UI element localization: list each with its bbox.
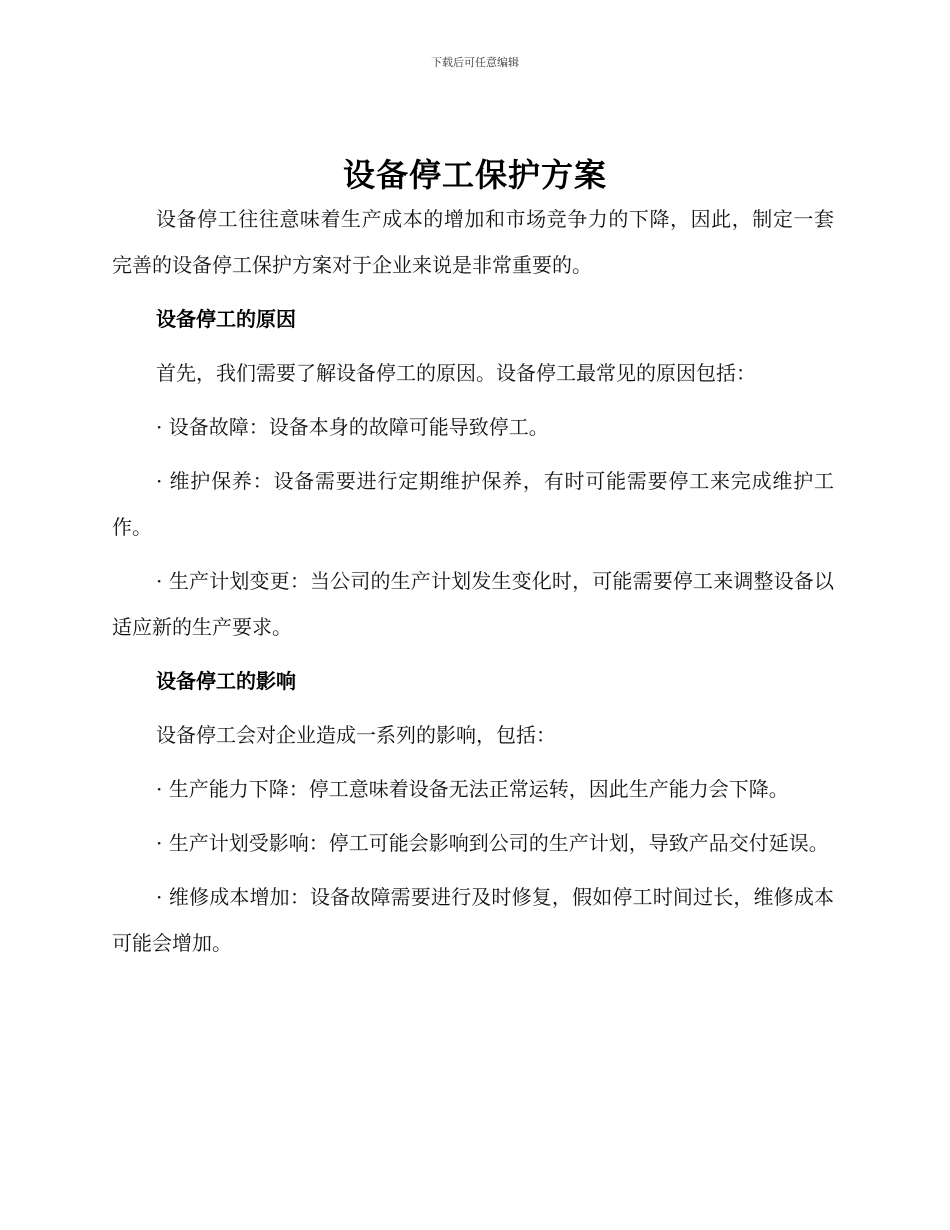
document-body (112, 196, 834, 966)
bullet-equipment-failure: · 设备故障：设备本身的故障可能导致停工。 (156, 415, 549, 439)
section-heading-impact: 设备停工的影响 (156, 669, 296, 693)
bullet-capacity-drop: · 生产能力下降：停工意味着设备无法正常运转，因此生产能力会下降。 (156, 777, 789, 801)
bullet-maintenance: · 维护保养：设备需要进行定期维护保养，有时可能需要停工来完成维护工作。 (112, 469, 834, 539)
section-lead-causes: 首先，我们需要了解设备停工的原因。设备停工最常见的原因包括： (156, 361, 756, 385)
intro-paragraph: 设备停工往往意味着生产成本的增加和市场竞争力的下降，因此，制定一套完善的设备停工保护方案对于企业来说是非常重要的。 (112, 207, 834, 277)
bullet-plan-change: · 生产计划变更：当公司的生产计划发生变化时，可能需要停工来调整设备以适应新的生产要求。 (112, 569, 834, 639)
bullet-plan-affected: · 生产计划受影响：停工可能会影响到公司的生产计划，导致产品交付延误。 (156, 831, 829, 855)
section-lead-impact: 设备停工会对企业造成一系列的影响，包括： (156, 723, 556, 747)
page-header-note: 下载后可任意编辑 (431, 56, 519, 69)
bullet-repair-cost: · 维修成本增加：设备故障需要进行及时修复，假如停工时间过长，维修成本可能会增加。 (112, 885, 834, 955)
section-heading-causes: 设备停工的原因 (156, 307, 296, 331)
document-title: 设备停工保护方案 (342, 156, 607, 194)
